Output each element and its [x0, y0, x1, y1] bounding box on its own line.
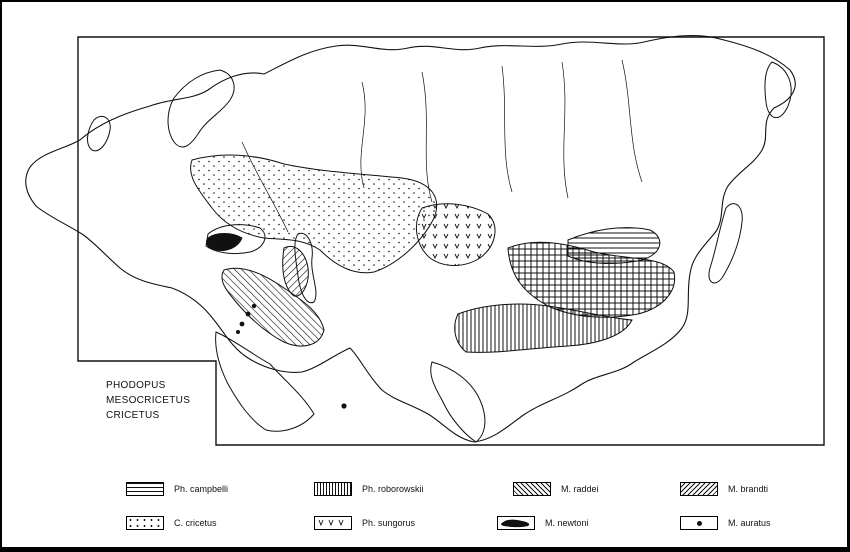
scandinavia-outline	[168, 70, 234, 147]
swatch-horizontal-hatch	[126, 482, 164, 496]
legend-label: C. cricetus	[174, 518, 217, 528]
legend-label: Ph. sungorus	[362, 518, 416, 528]
swatch-v-marks	[314, 516, 352, 530]
legend-label: M. newtoni	[545, 518, 589, 528]
japan-outline	[709, 204, 742, 283]
range-ph-sungorus	[416, 204, 495, 266]
genus-phodopus: PHODOPUS	[106, 380, 166, 391]
legend-label: M. raddei	[561, 484, 599, 494]
britain-outline	[88, 116, 111, 150]
map-figure	[2, 2, 847, 547]
kamchatka-outline	[765, 62, 791, 118]
v-marks-icon	[316, 518, 350, 528]
range-m-newtoni	[206, 234, 242, 251]
genus-list	[106, 378, 190, 423]
range-m-brandti	[222, 268, 324, 346]
black-blob-icon	[500, 518, 532, 528]
legend-label: M. brandti	[728, 484, 769, 494]
legend-m-auratus	[680, 515, 771, 531]
legend-c-cricetus	[126, 515, 217, 531]
dot-icon	[697, 521, 702, 526]
legend-label: Ph. campbelli	[174, 484, 229, 494]
swatch-diagonal-left	[680, 482, 718, 496]
legend-m-brandti	[680, 481, 768, 497]
swatch-single-dot	[680, 516, 718, 530]
legend-m-raddei	[513, 481, 599, 497]
india-outline	[431, 362, 485, 442]
swatch-diagonal-right	[513, 482, 551, 496]
swatch-dots	[126, 516, 164, 530]
legend-ph-sungorus	[314, 515, 415, 531]
legend-ph-campbelli	[126, 481, 228, 497]
swatch-solid-black	[497, 516, 535, 530]
genus-cricetus: CRICETUS	[106, 410, 160, 421]
range-m-raddei	[283, 246, 309, 296]
legend-label: Ph. roborowskii	[362, 484, 424, 494]
genus-mesocricetus: MESOCRICETUS	[106, 395, 191, 406]
range-map	[2, 2, 847, 547]
arabia-outline	[216, 332, 314, 431]
legend-label: M. auratus	[728, 518, 771, 528]
legend-ph-roborowskii	[314, 481, 424, 497]
legend-m-newtoni	[497, 515, 589, 531]
swatch-vertical-hatch	[314, 482, 352, 496]
range-c-cricetus	[191, 155, 437, 273]
